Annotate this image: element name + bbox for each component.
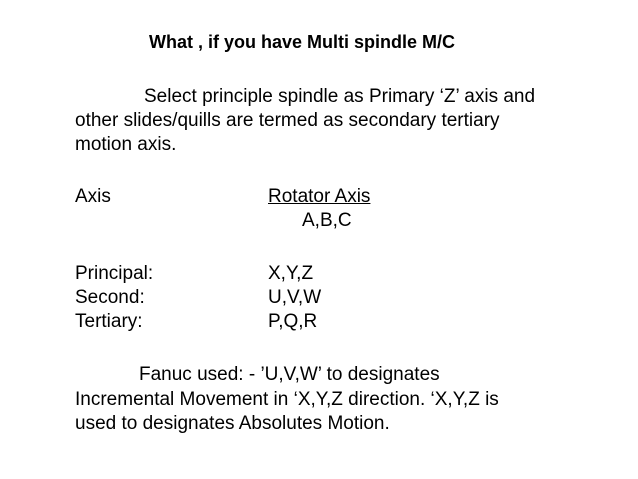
- tertiary-value: P,Q,R: [268, 311, 318, 332]
- intro-line-1: Select principle spindle as Primary ‘Z’ axis and: [144, 86, 536, 107]
- intro-line-3: motion axis.: [75, 134, 177, 155]
- second-label: Second:: [75, 287, 145, 308]
- axis-header: Axis: [75, 186, 111, 207]
- fanuc-line-1: Fanuc used: - ’U,V,W’ to designates: [139, 364, 440, 385]
- rotator-axis-values: A,B,C: [302, 210, 352, 231]
- principal-label: Principal:: [75, 263, 154, 284]
- slide-title: What , if you have Multi spindle M/C: [149, 32, 456, 52]
- intro-line-2: other slides/quills are termed as secondary tertiary: [75, 110, 500, 131]
- fanuc-line-3: used to designates Absolutes Motion.: [75, 413, 390, 434]
- tertiary-label: Tertiary:: [75, 311, 143, 332]
- second-value: U,V,W: [268, 287, 322, 308]
- rotator-axis-header: Rotator Axis: [268, 186, 371, 207]
- fanuc-line-2: Incremental Movement in ‘X,Y,Z direction. ‘X,Y,Z is: [75, 389, 499, 410]
- principal-value: X,Y,Z: [268, 263, 314, 284]
